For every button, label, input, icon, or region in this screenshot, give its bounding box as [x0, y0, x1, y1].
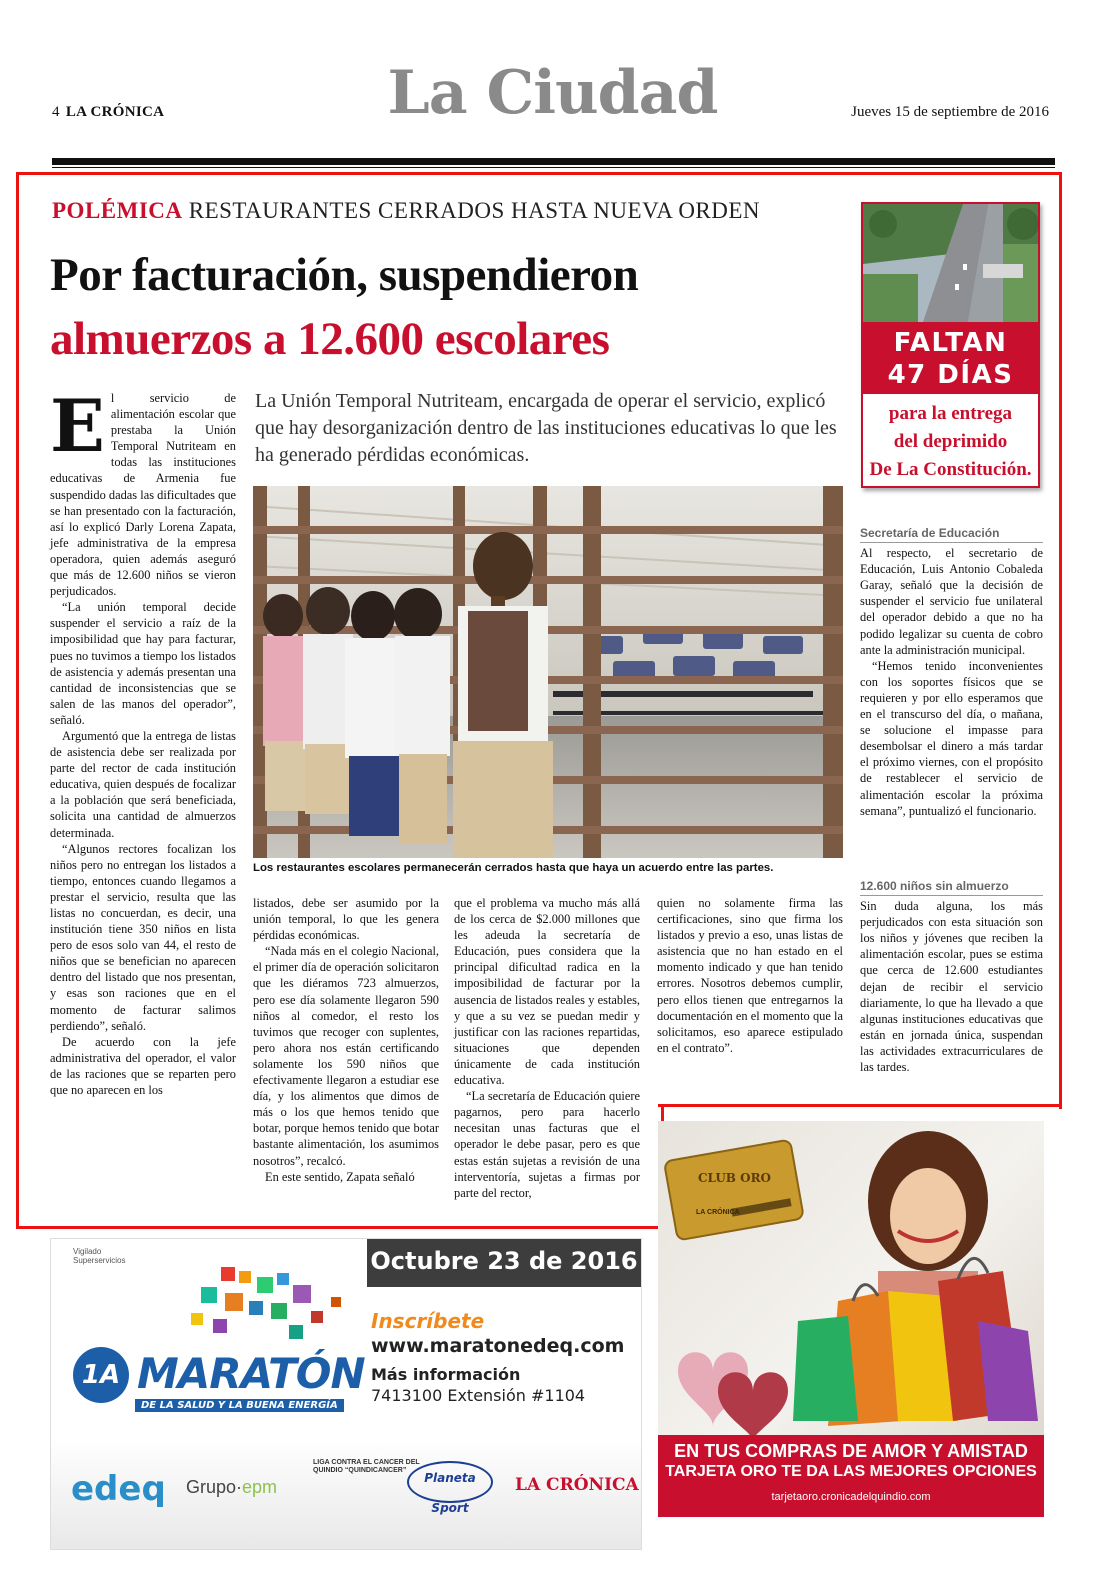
- countdown-faltan: FALTAN: [893, 328, 1008, 358]
- maraton-edition-badge: 1A: [73, 1347, 129, 1403]
- issue-date: Jueves 15 de septiembre de 2016: [851, 104, 1049, 120]
- article-column-1: [50, 383, 236, 1098]
- tarjeta-url-link[interactable]: tarjetaoro.cronicadelquindio.com: [771, 1491, 931, 1503]
- countdown-photo: [863, 204, 1038, 322]
- superservicios-text: Superservicios: [73, 1256, 126, 1265]
- card-club-label: CLUB ORO: [698, 1171, 771, 1185]
- inscribete-label: Inscríbete: [371, 1309, 485, 1333]
- subhead: Secretaría de Educación: [860, 525, 1043, 543]
- header-rule-thin: [52, 167, 1055, 168]
- paragraph: “Algunos rectores focalizan los niños pero no entregan los listados a tiempo, entonces cuando llegamos a prestar el servicio, resulta que las listas no concuerdan, es decir, una institución tiene 350 niños en lista pero de esos solo van 44, el resto de niños que se benefician no aparecen dentro del listado que nos presentan, y esas son raciones que en el momento de facturar salimos perdiendo”, señaló.: [50, 841, 236, 1033]
- countdown-days: 47 DÍAS: [887, 360, 1014, 390]
- article-column-2: [253, 895, 439, 1185]
- sidebar-secretaria: [860, 525, 1043, 819]
- paragraph: “La unión temporal decide suspender el servicio a raíz de la imposibilidad que hay para facturar, pues no tuvimos a tiempo los listados de asistencia y además presentan una cantidad de inconsistencias que se salen de las manos del operador”, señaló.: [50, 600, 236, 727]
- kicker-label: POLÉMICA: [52, 198, 183, 223]
- kicker: [52, 198, 760, 224]
- grupo-text: Grupo: [186, 1477, 237, 1497]
- ad-tagline-1: EN TUS COMPRAS DE AMOR Y AMISTAD: [674, 1441, 1028, 1461]
- section-title: La Ciudad: [387, 58, 718, 128]
- countdown-box: [861, 202, 1040, 488]
- sidebar-ninos: [860, 878, 1043, 1075]
- planeta-sport-logo: Planeta Sport: [407, 1461, 493, 1503]
- headline-line2: almuerzos a 12.600 escolares: [50, 313, 610, 365]
- publication-name: LA CRÓNICA: [65, 104, 165, 120]
- maraton-title: MARATÓN: [137, 1349, 365, 1398]
- countdown-subtitle: [863, 400, 1038, 484]
- countdown-sub-line: De La Constitución.: [869, 459, 1032, 480]
- paragraph: Sin duda alguna, los más perjudicados con esta situación son los niños y jóvenes que reciben la alimentación escolar, pues se estima que cerca de 12.600 estudiantes dejan de recibir el servicio diariamente, lo que ha llevado a que algunas instituciones educativas que están en jornada única, suspendan las actividades extracurriculares de las tardes.: [860, 899, 1043, 1075]
- kicker-text: RESTAURANTES CERRADOS HASTA NUEVA ORDEN: [188, 198, 761, 223]
- article-photo: [253, 486, 843, 858]
- la-cronica-logo: LA CRÓNICA: [515, 1475, 639, 1495]
- paragraph: En este sentido, Zapata señaló: [265, 1169, 415, 1184]
- maraton-url-link[interactable]: www.maratonedeq.com: [371, 1335, 625, 1357]
- countdown-sub-line: del deprimido: [893, 431, 1008, 452]
- header-rule: [52, 158, 1055, 165]
- maraton-tagline: DE LA SALUD Y LA BUENA ENERGÍA: [135, 1399, 344, 1412]
- road-aerial-photo: [863, 204, 1038, 322]
- ad-maraton[interactable]: [50, 1238, 642, 1550]
- paragraph: quien no solamente firma las certificaciones, sino que firma los listados y previo a eso, unas listas de asistencia que no han estado en el momento indicado y que han tenido errores. Nosotros debemos cumplir, pero ellos tienen que entregarnos la documentación en el momento que la solicitamos, eso aparece estipulado en el contrato”.: [657, 896, 843, 1055]
- card-brand-label: LA CRÓNICA: [696, 1209, 740, 1216]
- article-column-3: [454, 895, 640, 1201]
- edeq-logo: edeq: [71, 1469, 166, 1509]
- epm-text: epm: [242, 1477, 278, 1497]
- article-deck: La Unión Temporal Nutriteam, encargada de operar el servicio, explicó que hay desorganización dentro de las instituciones educativas lo que les ha generado pérdidas económicas.: [255, 390, 837, 466]
- photo-caption: Los restaurantes escolares permanecerán cerrados hasta que haya un acuerdo entre las partes.: [253, 862, 774, 874]
- drop-cap: E: [50, 383, 105, 468]
- headline-line1: Por facturación, suspendieron: [50, 249, 639, 301]
- paragraph: De acuerdo con la jefe administrativa del operador, el valor de las raciones que se reparten pero que no aparecen en los: [50, 1034, 236, 1098]
- article-frame-step: [658, 1104, 1059, 1107]
- vigilado-label: [73, 1247, 125, 1265]
- photo-students-at-fence: [253, 486, 843, 858]
- paragraph: que el problema va mucho más allá de los cerca de $2.000 millones que les adeuda la secretaría de Educación, pues considera que la principal dificultad radica en la imposibilidad de facturar por la ausencia de listados reales y estables, y que a su vez se puedan medir y justificar con las raciones repartidas, situaciones que dependen únicamente de cada institución educativa.: [454, 896, 640, 1088]
- liga-cancer-logo: LIGA CONTRA EL CANCER DEL QUINDIO “QUINDICANCER”: [313, 1459, 420, 1474]
- ad-tagline-2: TARJETA ORO TE DA LAS MEJORES OPCIONES: [665, 1463, 1037, 1480]
- paragraph: l servicio de alimentación escolar que prestaba la Unión Temporal Nutriteam en todas las instituciones educativas de Armenia fue suspendido dadas las dificultades que se han presentado con la facturación, así lo explicó Darly Lorena Zapata, jefe administrativa de la empresa operadora, quien además aseguró que más de 12.600 niños se vieron perjudicados.: [50, 391, 236, 599]
- info-phone: 7413100 Extensión #1104: [371, 1386, 586, 1405]
- page-number: 4: [52, 104, 60, 120]
- countdown-sub-line: para la entrega: [888, 403, 1013, 424]
- ad-tarjeta-oro[interactable]: [658, 1121, 1044, 1517]
- paragraph: “Nada más en el colegio Nacional, el primer día de operación solicitaron que les diéramos 723 almuerzos, pero ese día solamente llegaron 590 niños al comedor, el resto los tuvimos que recoger con suplentes, pero ahora nos están certificando solamente los 590 niños que efectivamente llegaron a estudiar ese día, y los alimentos que dimos de más o los que hemos tenido que botar, porque hemos tenido que botar bastante alimentación, los asumimos nosotros”, recalcó.: [253, 944, 439, 1168]
- vigilado-text: Vigilado: [73, 1247, 102, 1256]
- paragraph: Al respecto, el secretario de Educación, Luis Antonio Cobaleda Garay, señaló que la decisión de suspender el servicio fue unilateral del operador debido a que no ha podido legalizar su cuenta de cobro ante la administración municipal.: [860, 546, 1043, 657]
- paragraph: Argumentó que la entrega de listas de asistencia debe ser realizada por parte del rector de cada institución educativa, quien después de focalizar a la población que será beneficiada, solicita una cantidad de almuerzos determinada.: [50, 728, 236, 840]
- maraton-pixel-logo: [161, 1267, 361, 1347]
- ad-shopping-illustration: [658, 1121, 1044, 1441]
- paragraph: “Hemos tenido inconvenientes con los soportes físicos que se requieren y por ello esperamos que en el transcurso del día, o mañana, se solucione el impasse para desembolsar el dinero a más tardar el próximo viernes, con el propósito de restablecer el servicio de alimentación escolar la próxima semana”, puntualizó el funcionario.: [860, 658, 1043, 818]
- paragraph: “La secretaría de Educación quiere pagarnos, pero para hacerlo necesitan unas facturas que el operador le debe pasar, pero es que estas están sujetas a revisión de una interventoría, sujetas a firmas por parte del rector,: [454, 1089, 640, 1200]
- mas-info-label: Más información: [371, 1365, 521, 1384]
- article-column-4: [657, 895, 843, 1056]
- subhead: 12.600 niños sin almuerzo: [860, 878, 1043, 896]
- paragraph: listados, debe ser asumido por la unión temporal, lo que les genera pérdidas económicas.: [253, 896, 439, 943]
- grupo-epm-logo: Grupo·epm: [186, 1477, 278, 1497]
- ad-event-date: Octubre 23 de 2016: [370, 1247, 638, 1275]
